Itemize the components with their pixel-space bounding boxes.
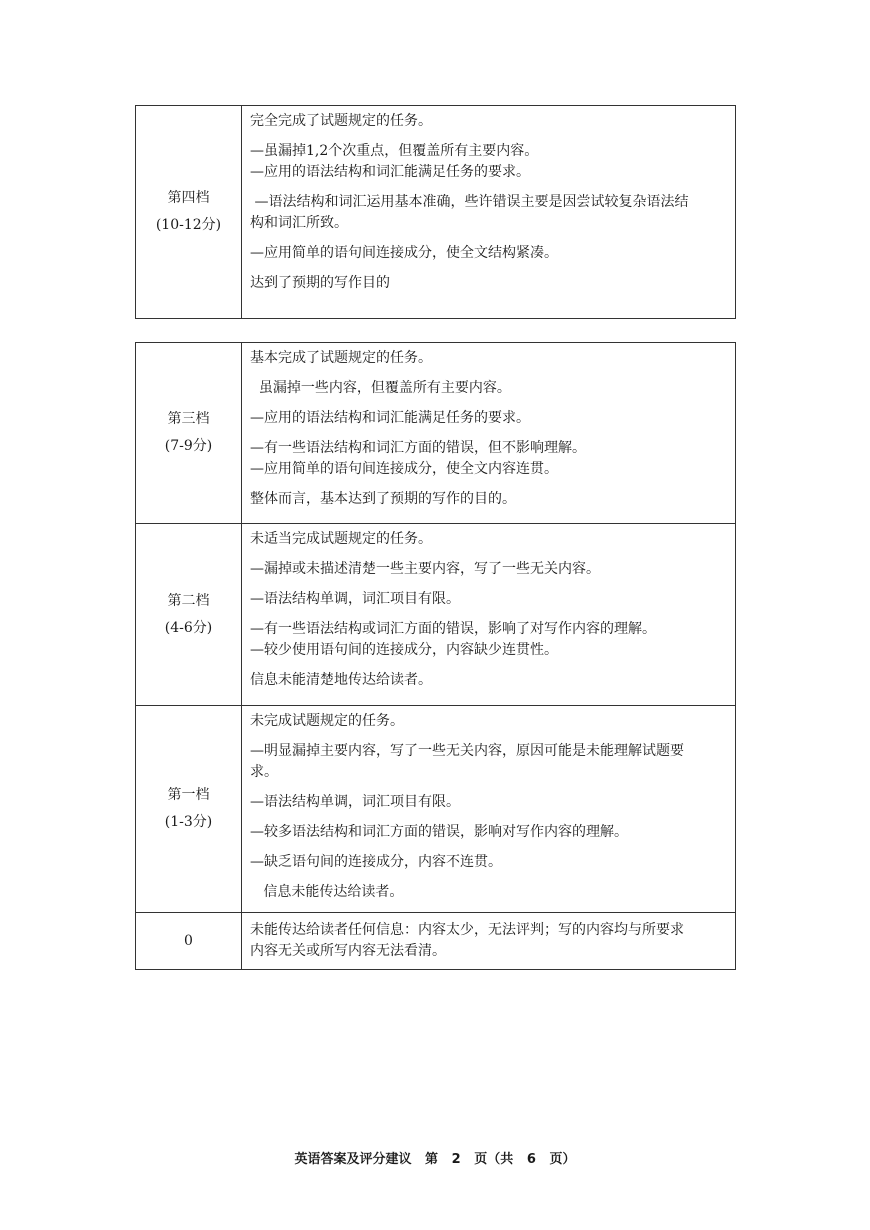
level-criteria-cell <box>242 913 736 970</box>
footer-total-suffix: 页） <box>549 1152 576 1167</box>
page-footer <box>0 1148 870 1167</box>
criteria-line: 达到了预期的写作目的 <box>250 275 390 291</box>
level-criteria-cell <box>242 524 736 706</box>
criteria-line: 求。 <box>250 764 278 780</box>
criteria-line: 未完成试题规定的任务。 <box>250 713 404 729</box>
level-name: 第三档 <box>167 411 210 427</box>
criteria-line: 虽漏掉一些内容，但覆盖所有主要内容。 <box>250 380 511 396</box>
footer-page-suffix: 页（共 <box>474 1152 514 1167</box>
criteria-line: 构和词汇所致。 <box>250 215 348 231</box>
level-label-cell <box>136 106 242 319</box>
footer-subject: 英语答案及评分建议 <box>294 1152 412 1167</box>
criteria-line: 整体而言，基本达到了预期的写作的目的。 <box>250 491 516 507</box>
criteria-line: —明显漏掉主要内容，写了一些无关内容，原因可能是未能理解试题要 <box>250 743 684 759</box>
criteria-line: 内容无关或所写内容无法看清。 <box>250 943 446 959</box>
level-score: (1-3分) <box>164 814 213 830</box>
grade-table-upper <box>135 105 736 319</box>
criteria-line: —有一些语法结构和词汇方面的错误，但不影响理解。 <box>250 440 586 456</box>
level-criteria-cell <box>242 343 736 524</box>
level-label-cell <box>136 524 242 706</box>
level-score: (4-6分) <box>164 619 213 636</box>
criteria-line: —语法结构和词汇运用基本准确，些许错误主要是因尝试较复杂语法结 <box>250 194 689 210</box>
criteria-line: —应用简单的语句间连接成分，使全文内容连贯。 <box>250 461 558 477</box>
criteria-line: —应用的语法结构和词汇能满足任务的要求。 <box>250 410 530 426</box>
criteria-line: —语法结构单调，词汇项目有限。 <box>250 794 460 810</box>
criteria-line: —缺乏语句间的连接成分，内容不连贯。 <box>250 854 502 870</box>
level-name: 第四档 <box>167 190 210 206</box>
level-label-cell <box>136 913 242 970</box>
criteria-line: —语法结构单调，词汇项目有限。 <box>250 591 460 607</box>
grade-table-lower <box>135 342 736 970</box>
criteria-line: —应用的语法结构和词汇能满足任务的要求。 <box>250 164 530 180</box>
table-row <box>136 343 736 524</box>
criteria-line: 信息未能传达给读者。 <box>250 884 404 900</box>
criteria-line: —较多语法结构和词汇方面的错误，影响对写作内容的理解。 <box>250 824 628 840</box>
level-label-cell <box>136 343 242 524</box>
criteria-line: 完全完成了试题规定的任务。 <box>250 113 432 129</box>
level-score: (7-9分) <box>164 438 213 454</box>
level-criteria-cell <box>242 706 736 913</box>
level-criteria-cell <box>242 106 736 319</box>
criteria-line: —应用简单的语句间连接成分，使全文结构紧凑。 <box>250 245 558 261</box>
level-label-cell <box>136 706 242 913</box>
table-row <box>136 524 736 706</box>
footer-total-pages: 6 <box>526 1152 536 1167</box>
criteria-line: 未能传达给读者任何信息：内容太少，无法评判；写的内容均与所要求 <box>250 922 684 938</box>
criteria-line: —漏掉或未描述清楚一些主要内容，写了一些无关内容。 <box>250 561 600 577</box>
criteria-line: 基本完成了试题规定的任务。 <box>250 350 432 366</box>
table-row <box>136 913 736 970</box>
level-score: (10-12分) <box>155 217 222 233</box>
criteria-line: 信息未能清楚地传达给读者。 <box>250 672 432 688</box>
level-name: 第二档 <box>167 592 210 609</box>
footer-page-prefix: 第 <box>425 1152 439 1167</box>
table-row <box>136 106 736 319</box>
level-name: 第一档 <box>167 787 210 803</box>
criteria-line: —有一些语法结构或词汇方面的错误，影响了对写作内容的理解。 <box>250 621 656 637</box>
level-name: 0 <box>184 932 193 949</box>
table-row <box>136 706 736 913</box>
criteria-line: —较少使用语句间的连接成分，内容缺少连贯性。 <box>250 642 558 658</box>
criteria-line: 未适当完成试题规定的任务。 <box>250 531 432 547</box>
criteria-line: —虽漏掉1,2个次重点，但覆盖所有主要内容。 <box>250 143 539 159</box>
footer-page-number: 2 <box>451 1152 461 1167</box>
